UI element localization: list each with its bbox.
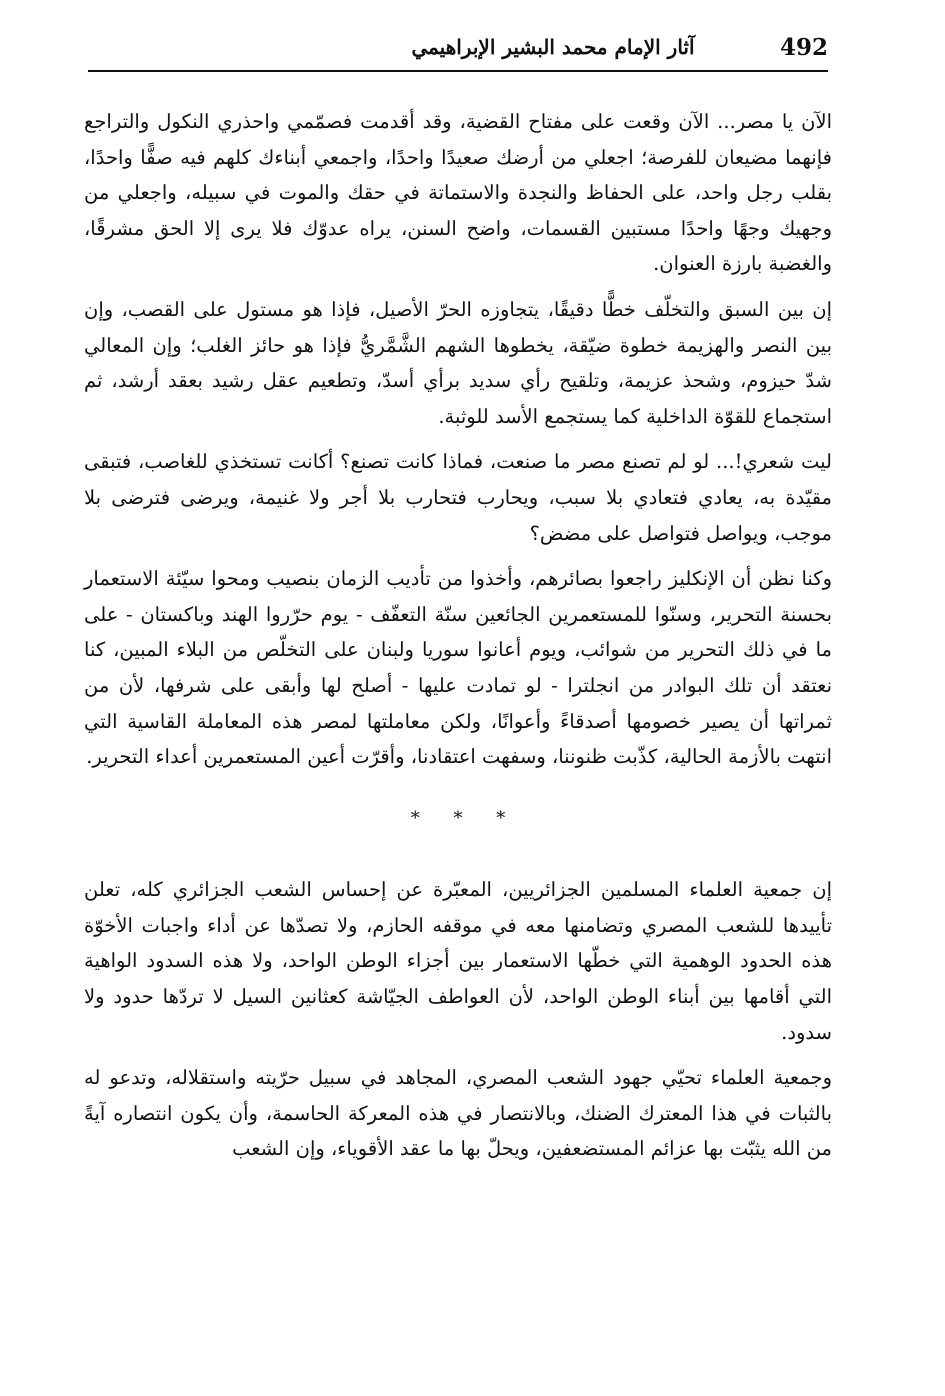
paragraph: إن جمعية العلماء المسلمين الجزائريين، المعبّرة عن إحساس الشعب الجزائري كله، تعلن تأييدها للشعب المصري وتضامنها معه في موقفه الحازم، ولا تصدّها عن أداء واجبات الأخوّة هذه الحدود الوهمية التي خطّها الاستعمار بين أجزاء الوطن الواحد، ولا هذه السدود الواهية التي أقامها بين أبناء الوطن الواحد، لأن العواطف الجيّاشة كعثانين السيل لا تردّها حدود ولا سدود. xyxy=(84,878,832,1044)
paragraph: إن بين السبق والتخلّف خطًّا دقيقًا، يتجاوزه الحرّ الأصيل، فإذا هو مستول على القصب، وإن بين النصر والهزيمة خطوة ضيّقة، يخطوها الشهم الشَّمَّريُّ فإذا هو حائز الغلب؛ وإن المعالي شدّ حيزوم، وشحذ عزيمة، وتلقيح رأي سديد برأي أسدّ، وتطعيم عقل رشيد بعقد أرشد، ثم استجماع للقوّة الداخلية كما يستجمع الأسد للوثبة. xyxy=(84,297,832,428)
page-number: 492 xyxy=(779,34,828,61)
paragraph: ليت شعري!... لو لم تصنع مصر ما صنعت، فماذا كانت تصنع؟ أكانت تستخذي للغاصب، فتبقى مقيّدة به، يعادي فتعادي بلا سبب، ويحارب فتحارب بلا أجر ولا غنيمة، ويرضى فترضى بلا موجب، ويواصل فتواصل على مضض؟ xyxy=(84,450,832,545)
paragraph: وجمعية العلماء تحيّي جهود الشعب المصري، المجاهد في سبيل حرّيته واستقلاله، وتدعو له بالثبات في هذا المعترك الضنك، وبالانتصار في هذه المعركة الحاسمة، وأن يكون انتصاره آيةً من الله يثبّت بها عزائم المستضعفين، ويحلّ بها ما عقد الأقوياء، وإن الشعب xyxy=(84,1066,832,1161)
section-separator: * * * xyxy=(410,807,520,829)
running-title: آثار الإمام محمد البشير الإبراهيمي xyxy=(411,35,695,59)
page-header xyxy=(88,26,828,72)
paragraph: وكنا نظن أن الإنكليز راجعوا بصائرهم، وأخذوا من تأديب الزمان بنصيب ومحوا سيّئة الاستعمار بحسنة التحرير، وسنّوا للمستعمرين الجائعين سنّة التعفّف - يوم حرّروا الهند وباكستان - على ما في ذلك التحرير من شوائب، ويوم أعانوا سوريا ولبنان على التخلّص من البلاء المبين، كنا نعتقد أن تلك البوادر من انجلترا - لو تمادت عليها - أصلح لها وأبقى على شرفها، لأن من ثمراتها أن يصير خصومها أصدقاءً وأعوانًا، ولكن معاملتها لمصر هذه المعاملة القاسية التي انتهت بالأزمة الحالية، كذّبت ظنوننا، وسفهت اعتقادنا، وأقرّت أعين المستعمرين أعداء التحرير. xyxy=(84,567,832,769)
page-body xyxy=(84,104,832,1177)
paragraph: الآن يا مصر... الآن وقعت على مفتاح القضية، وقد أقدمت فصمّمي واحذري النكول والتراجع فإنهما مضيعان للفرصة؛ اجعلي من أرضك صعيدًا واحدًا، واجمعي أبناءك كلهم فيه صفًّا واحدًا، بقلب رجل واحد، على الحفاظ والنجدة والاستماتة في حقك والموت في سبيله، واجعلي من وجهيك وجهًا واحدًا مستبين القسمات، واضح السنن، يراه عدوّك فلا يرى إلا الحق مشرقًا، والغضبة بارزة العنوان. xyxy=(84,110,832,276)
